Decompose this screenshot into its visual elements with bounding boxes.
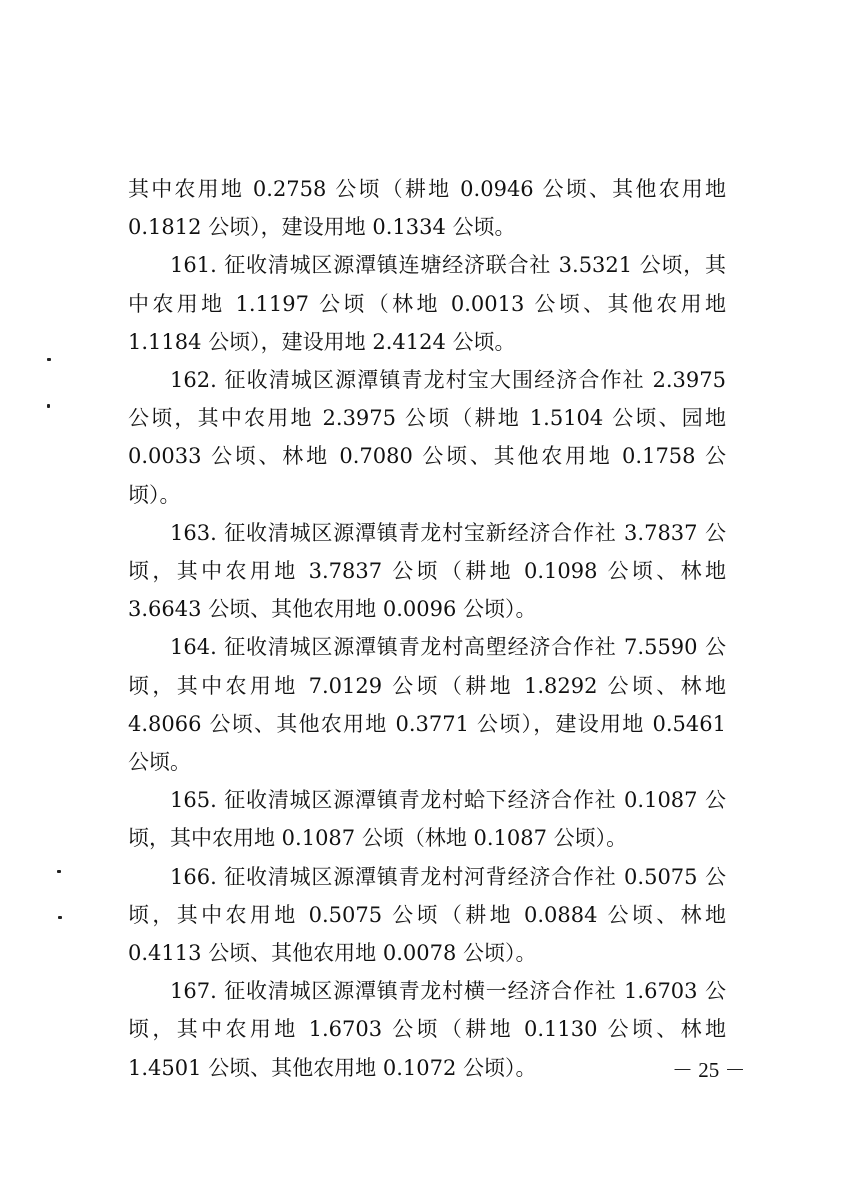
list-item-166: 166. 征收清城区源潭镇青龙村河背经济合作社 0.5075 公顷，其中农用地 0.5075 公顷（耕地 0.0884 公顷、林地 0.4113 公顷、其他农用地 0.0078 公顷）。 <box>128 864 726 966</box>
scan-speck <box>58 916 62 919</box>
page-number: － 25 － <box>672 1058 746 1082</box>
list-item-163: 163. 征收清城区源潭镇青龙村宝新经济合作社 3.7837 公顷，其中农用地 3.7837 公顷（耕地 0.1098 公顷、林地 3.6643 公顷、其他农用地 0.0096 公顷）。 <box>128 520 726 622</box>
scan-speck <box>47 404 50 408</box>
list-item-167: 167. 征收清城区源潭镇青龙村横一经济合作社 1.6703 公顷，其中农用地 1.6703 公顷（耕地 0.1130 公顷、林地 1.4501 公顷、其他农用地 0.1072 公顷）。 <box>128 979 726 1080</box>
list-item-165: 165. 征收清城区源潭镇青龙村蛤下经济合作社 0.1087 公顷，其中农用地 0.1087 公顷（林地 0.1087 公顷）。 <box>128 788 726 851</box>
list-item-161: 161. 征收清城区源潭镇连塘经济联合社 3.5321 公顷，其中农用地 1.1197 公顷（林地 0.0013 公顷、其他农用地 1.1184 公顷），建设用地 2.4124 公顷。 <box>128 253 726 354</box>
list-item-164: 164. 征收清城区源潭镇青龙村高塱经济合作社 7.5590 公顷，其中农用地 7.0129 公顷（耕地 1.8292 公顷、林地 4.8066 公顷、其他农用地 0.3771 公顷），建设用地 0.5461 公顷。 <box>128 635 726 775</box>
scan-speck <box>47 358 51 361</box>
continuation-paragraph: 其中农用地 0.2758 公顷（耕地 0.0946 公顷、其他农用地 0.1812 公顷），建设用地 0.1334 公顷。 <box>128 177 726 240</box>
scan-speck <box>57 870 61 873</box>
document-body <box>128 170 726 1087</box>
list-item-162: 162. 征收清城区源潭镇青龙村宝大围经济合作社 2.3975 公顷，其中农用地 2.3975 公顷（耕地 1.5104 公顷、园地 0.0033 公顷、林地 0.7080 公顷、其他农用地 0.1758 公顷）。 <box>128 368 726 507</box>
